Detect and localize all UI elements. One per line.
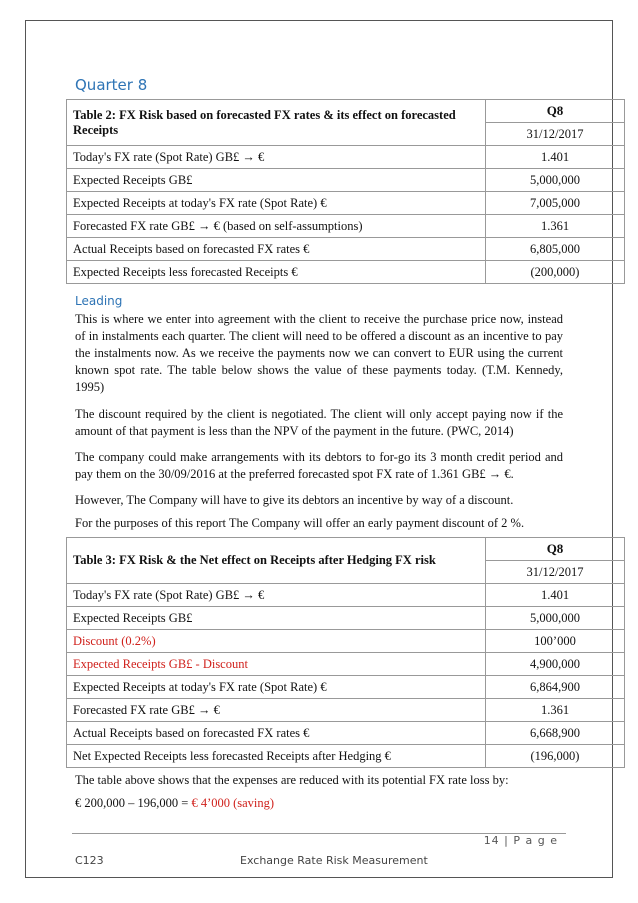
table-row bbox=[67, 261, 625, 284]
row-label: Actual Receipts based on forecasted FX rates € bbox=[67, 238, 486, 261]
page-number: 14 | P a g e bbox=[483, 834, 558, 847]
row-label: Net Expected Receipts less forecasted Receipts after Hedging € bbox=[67, 745, 486, 768]
row-value: 1.401 bbox=[486, 584, 625, 607]
footer-title: Exchange Rate Risk Measurement bbox=[240, 854, 428, 867]
table-row bbox=[67, 215, 625, 238]
row-label: Expected Receipts GB£ bbox=[67, 169, 486, 192]
paragraph: For the purposes of this report The Company will offer an early payment discount of 2 %. bbox=[75, 516, 525, 530]
calc-result: € 4’000 (saving) bbox=[191, 796, 275, 810]
conclusion-sentence: The table above shows that the expenses are reduced with its potential FX rate loss by: bbox=[75, 773, 509, 787]
row-label: Forecasted FX rate GB£ → € (based on self-assumptions) bbox=[67, 215, 486, 238]
paragraph: The discount required by the client is negotiated. The client will only accept paying now if the amount of that payment is less than the NPV of the payment in the future. (PWC, 2014) bbox=[75, 407, 563, 438]
table-2-title: Table 2: FX Risk based on forecasted FX rates & its effect on forecasted Receipts bbox=[67, 100, 486, 146]
row-value: 6,805,000 bbox=[486, 238, 625, 261]
table-row bbox=[67, 653, 625, 676]
table-row bbox=[67, 238, 625, 261]
row-value: 7,005,000 bbox=[486, 192, 625, 215]
calc-prefix: € 200,000 – 196,000 = bbox=[75, 796, 192, 810]
table-row bbox=[67, 169, 625, 192]
table-row bbox=[67, 584, 625, 607]
table-row bbox=[67, 630, 625, 653]
conclusion-calculation bbox=[75, 795, 563, 812]
row-label: Forecasted FX rate GB£ → € bbox=[67, 699, 486, 722]
table-row bbox=[67, 192, 625, 215]
row-label: Today's FX rate (Spot Rate) GB£ → € bbox=[67, 146, 486, 169]
row-value: 1.361 bbox=[486, 699, 625, 722]
footer-divider bbox=[72, 833, 566, 834]
row-label: Expected Receipts at today's FX rate (Spot Rate) € bbox=[67, 676, 486, 699]
row-label: Expected Receipts less forecasted Receipts € bbox=[67, 261, 486, 284]
row-value: 4,900,000 bbox=[486, 653, 625, 676]
table-3 bbox=[66, 537, 625, 768]
table-2 bbox=[66, 99, 625, 284]
row-label: Actual Receipts based on forecasted FX rates € bbox=[67, 722, 486, 745]
row-value: 6,864,900 bbox=[486, 676, 625, 699]
table-row bbox=[67, 722, 625, 745]
row-value: 5,000,000 bbox=[486, 607, 625, 630]
footer-code: C123 bbox=[75, 854, 104, 867]
table-row bbox=[67, 699, 625, 722]
row-value: (200,000) bbox=[486, 261, 625, 284]
row-label: Today's FX rate (Spot Rate) GB£ → € bbox=[67, 584, 486, 607]
row-value: 100’000 bbox=[486, 630, 625, 653]
table-3-date: 31/12/2017 bbox=[486, 561, 625, 584]
row-value: 1.361 bbox=[486, 215, 625, 238]
table-row bbox=[67, 745, 625, 768]
row-label: Expected Receipts GB£ bbox=[67, 607, 486, 630]
row-label: Discount (0.2%) bbox=[67, 630, 486, 653]
leading-heading: Leading bbox=[75, 294, 123, 308]
table-row bbox=[67, 607, 625, 630]
row-value: 6,668,900 bbox=[486, 722, 625, 745]
table-3-quarter: Q8 bbox=[486, 538, 625, 561]
table-2-date: 31/12/2017 bbox=[486, 123, 625, 146]
table-2-quarter: Q8 bbox=[486, 100, 625, 123]
paragraph: This is where we enter into agreement with the client to receive the purchase price now, instead of in instalments each quarter. The client will need to be offered a discount as an incentive to pay the instalments now. As we receive the payments now we can convert to EUR using the current known spot rate. The table below shows the value of these payments today. (T.M. Kennedy, 1995) bbox=[75, 312, 563, 394]
row-value: 5,000,000 bbox=[486, 169, 625, 192]
paragraph: The company could make arrangements with its debtors to for-go its 3 month credit period and pay them on the 30/09/2016 at the preferred forecasted spot FX rate of 1.361 GB£ → €. bbox=[75, 450, 563, 481]
section-title: Quarter 8 bbox=[75, 76, 148, 94]
paragraph: However, The Company will have to give its debtors an incentive by way of a discount. bbox=[75, 493, 514, 507]
row-label: Expected Receipts GB£ - Discount bbox=[67, 653, 486, 676]
row-value: (196,000) bbox=[486, 745, 625, 768]
table-row bbox=[67, 676, 625, 699]
row-value: 1.401 bbox=[486, 146, 625, 169]
table-3-title: Table 3: FX Risk & the Net effect on Receipts after Hedging FX risk bbox=[67, 538, 486, 584]
table-row bbox=[67, 146, 625, 169]
row-label: Expected Receipts at today's FX rate (Spot Rate) € bbox=[67, 192, 486, 215]
